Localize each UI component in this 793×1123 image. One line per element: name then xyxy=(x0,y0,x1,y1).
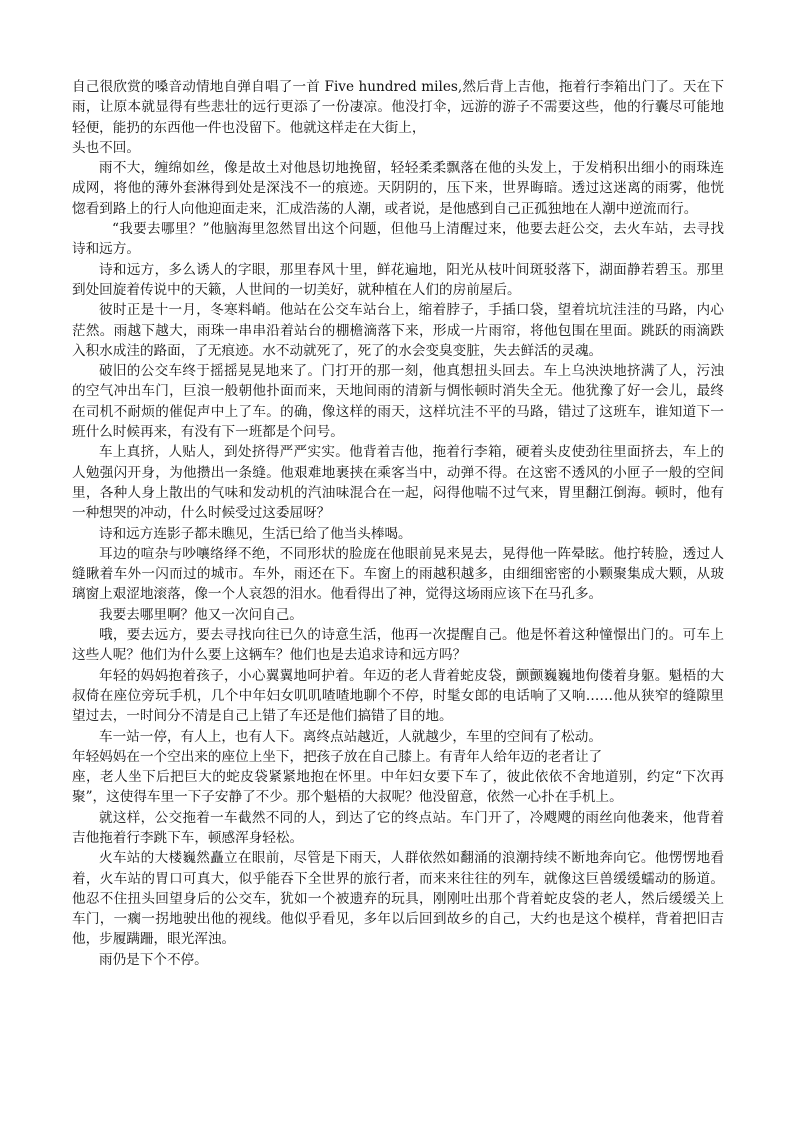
paragraph-8: 车上真挤，人贴人，到处挤得严严实实。他背着吉他，拖着行李箱，硬着头皮使劲往里面挤去，车上的人勉强闪开身，为他攒出一条缝。他艰难地裹挟在乘客当中，动弹不得。在这密不透风的小匣子一般的空间里，各种人身上散出的气味和发动机的汽油味混合在一起，闷得他喘不过气来，胃里翻江倒海。顿时，他有一种想哭的冲动，什么时候受过这委屈呀？ xyxy=(72,444,724,522)
paragraph-14: 车一站一停，有人上，也有人下。离终点站越近，人就越少，车里的空间有了松动。 xyxy=(99,728,602,745)
paragraph-16: 座，老人坐下后把巨大的蛇皮袋紧紧地抱在怀里。中年妇女要下车了，彼此依依不舍地道别，约定“下次再聚”，这使得车里一下子安静了不少。那个魁梧的大叔呢？他没留意，依然一心扑在手机上。 xyxy=(72,769,724,806)
paragraph-3: 雨不大，缠绵如丝，像是故土对他恳切地挽留，轻轻柔柔飘落在他的头发上，于发梢积出细小的雨珠连成网，将他的薄外套淋得到处是深浅不一的痕迹。天阴阴的，压下来，世界晦暗。透过这迷离的雨雾，他恍惚看到路上的行人向他迎面走来，汇成浩荡的人潮，或者说，是他感到自己正孤独地在人潮中逆流而行。 xyxy=(72,160,724,217)
paragraph-19: 雨仍是下个不停。 xyxy=(99,951,208,968)
paragraph-7: 破旧的公交车终于摇摇晃晃地来了。门打开的那一刻，他真想扭头回去。车上乌泱泱地挤满了人，污浊的空气冲出车门，巨浪一般朝他扑面而来，天地间雨的清新与惆怅顿时消失全无。他犹豫了好一会儿，最终在司机不耐烦的催促声中上了车。的确，像这样的雨天，这样坑洼不平的马路，错过了这班车，谁知道下一班什么时候再来，有没有下一班都是个问号。 xyxy=(72,363,724,441)
paragraph-4: “我要去哪里？”他脑海里忽然冒出这个问题，但他马上清醒过来，他要去赶公交，去火车站，去寻找诗和远方。 xyxy=(72,221,724,258)
paragraph-11: 我要去哪里啊？他又一次问自己。 xyxy=(99,606,303,623)
paragraph-18: 火车站的大楼巍然矗立在眼前，尽管是下雨天，人群依然如翻涌的浪潮持续不断地奔向它。他愣愣地看着，火车站的胃口可真大，似乎能吞下全世界的旅行者，而来来往往的列车，就像这巨兽缓缓蠕动的肠道。他忍不住扭头回望身后的公交车，犹如一个被遗弃的玩具，刚刚吐出那个背着蛇皮袋的老人，然后缓缓关上车门，一瘸一拐地驶出他的视线。他似乎看见，多年以后回到故乡的自己，大约也是这个模样，背着把旧吉他，步履蹒跚，眼光浑浊。 xyxy=(72,850,724,948)
paragraph-6: 彼时正是十一月，冬寒料峭。他站在公交车站台上，缩着脖子，手插口袋，望着坑坑洼洼的马路，内心茫然。雨越下越大，雨珠一串串沿着站台的棚檐滴落下来，形成一片雨帘，将他包围在里面。跳跃的雨滴跌入积水成洼的路面，了无痕迹。水不动就死了，死了的水会变臭变脏，失去鲜活的灵魂。 xyxy=(72,302,724,359)
paragraph-13: 年轻的妈妈抱着孩子，小心翼翼地呵护着。年迈的老人背着蛇皮袋，颤颤巍巍地佝偻着身躯。魁梧的大叔倚在座位旁玩手机，几个中年妇女叽叽喳喳地聊个不停，时髦女郎的电话响了又响……他从狭窄的缝隙里望过去，一时间分不清是自己上错了车还是他们搞错了目的地。 xyxy=(72,667,724,725)
paragraph-5: 诗和远方，多么诱人的字眼，那里春风十里，鲜花遍地，阳光从枝叶间斑驳落下，湖面静若碧玉。那里到处回旋着传说中的天籁，人世间的一切美好，就种植在人们的房前屋后。 xyxy=(72,261,724,298)
paragraph-15: 年轻妈妈在一个空出来的座位上坐下，把孩子放在自己膝上。有青年人给年迈的老者让了 xyxy=(72,748,603,765)
paragraph-17: 就这样，公交拖着一车截然不同的人，到达了它的终点站。车门开了，冷飕飕的雨丝向他袭来，他背着吉他拖着行李跳下车，顿感浑身轻松。 xyxy=(72,809,724,846)
paragraph-9: 诗和远方连影子都未瞧见，生活已给了他当头棒喝。 xyxy=(99,525,412,542)
paragraph-2: 头也不回。 xyxy=(72,139,140,156)
paragraph-12: 哦，要去远方，要去寻找向往已久的诗意生活，他再一次提醒自己。他是怀着这种憧憬出门的。可车上这些人呢？他们为什么要上这辆车？他们也是去追求诗和远方吗？ xyxy=(72,627,724,664)
document-page xyxy=(72,77,724,970)
paragraph-10: 耳边的喧杂与吵嚷络绎不绝，不同形状的脸庞在他眼前晃来晃去，晃得他一阵晕眩。他拧转脸，透过人缝瞅着车外一闪而过的城市。车外，雨还在下。车窗上的雨越积越多，由细细密密的小颗聚集成大颗，从玻璃窗上艰涩地滚落，像一个人哀怨的泪水。他看得出了神，觉得这场雨应该下在马孔多。 xyxy=(72,545,724,603)
paragraph-1: 自己很欣赏的嗓音动情地自弹自唱了一首 Five hundred miles,然后背上吉他，拖着行李箱出门了。天在下雨，让原本就显得有些悲壮的远行更添了一份凄凉。他没打伞，远游的游子不需要这些，他的行囊尽可能地轻便，能扔的东西他一件也没留下。他就这样走在大街上， xyxy=(72,79,724,136)
